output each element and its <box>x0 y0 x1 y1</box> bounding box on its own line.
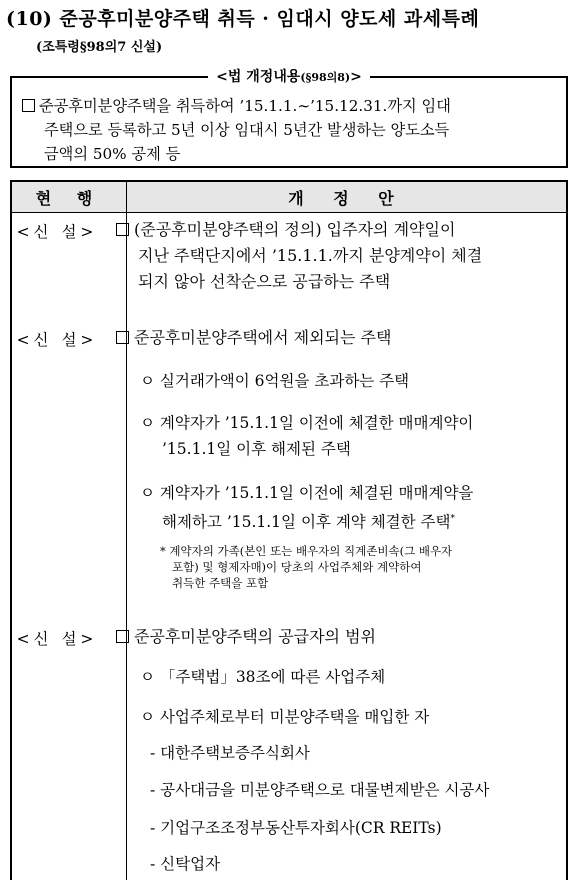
row3-dash2: - 공사대금을 미분양주택으로 대물변제받은 시공사 <box>150 781 490 799</box>
row2-footnote: * 계약자의 가족(본인 또는 배우자의 직계존비속(그 배우자 포함) 및 형제자매)이 당초의 사업주체와 계약하여 취득한 주택을 포함 <box>160 544 453 590</box>
row2-bullet2: ㅇ 계약자가 ’15.1.1일 이전에 체결한 매매계약이 ’15.1.1일 이후 해제된 주택 <box>140 414 474 458</box>
row3-dash1: - 대한주택보증주식회사 <box>150 744 310 762</box>
checkbox-square-icon <box>116 630 129 643</box>
section-title: (10) 준공후미분양주택 취득 · 임대시 양도세 과세특례 <box>6 8 480 30</box>
law-box-item <box>22 94 558 166</box>
law-box-body <box>22 94 558 166</box>
current-cell-row1: <신 설> <box>16 223 98 241</box>
row1-definition <box>116 217 554 295</box>
row3-bullet1: ㅇ 「주택법」38조에 따른 사업주체 <box>140 668 386 686</box>
row1-line3: 되지 않아 선착순으로 공급하는 주택 <box>138 272 391 291</box>
row1-line1: (준공후미분양주택의 정의) 입주자의 계약일이 <box>134 220 456 239</box>
row1-line2: 지난 주택단지에서 ’15.1.1.까지 분양계약이 체결 <box>138 246 483 265</box>
header-current: 현 행 <box>35 189 103 208</box>
checkbox-square-icon <box>116 223 129 236</box>
row2-bullet1: ㅇ 실거래가액이 6억원을 초과하는 주택 <box>140 372 410 390</box>
row3-heading: 준공후미분양주택의 공급자의 범위 <box>116 624 554 650</box>
law-box-header-text: <법 개정내용 <box>216 69 301 85</box>
checkbox-square-icon <box>22 99 35 112</box>
checkbox-square-icon <box>116 331 129 344</box>
row2-bullet3: ㅇ 계약자가 ’15.1.1일 이전에 체결된 매매계약을 해제하고 ’15.1.1일 이후 계약 체결한 주택* <box>140 484 474 532</box>
current-cell-row3: <신 설> <box>16 630 98 648</box>
header-revised: 개 정 안 <box>288 189 406 208</box>
section-subtitle: (조특령§98의7 신설) <box>36 40 163 55</box>
row3-dash4: - 신탁업자 <box>150 855 221 873</box>
table-header <box>12 182 566 213</box>
current-cell-row2: <신 설> <box>16 331 98 349</box>
law-box-header-close: > <box>350 69 362 85</box>
row3-dash3: - 기업구조조정부동산투자회사(CR REITs) <box>150 819 442 837</box>
law-box-line-1: 준공후미분양주택을 취득하여 ’15.1.1.∼’15.12.31.까지 임대 <box>39 97 451 115</box>
law-box-header <box>12 66 566 86</box>
law-amendment-box <box>10 69 568 168</box>
law-box-line-2: 주택으로 등록하고 5년 이상 임대시 5년간 발생하는 양도소득 <box>44 121 450 139</box>
footnote-mark: * <box>450 514 455 524</box>
row2-heading: 준공후미분양주택에서 제외되는 주택 <box>116 325 554 351</box>
row3-bullet2: ㅇ 사업주체로부터 미분양주택을 매입한 자 <box>140 708 430 726</box>
law-box-header-ref: (§98의8) <box>300 71 351 84</box>
law-box-line-3: 금액의 50% 공제 등 <box>44 145 181 163</box>
